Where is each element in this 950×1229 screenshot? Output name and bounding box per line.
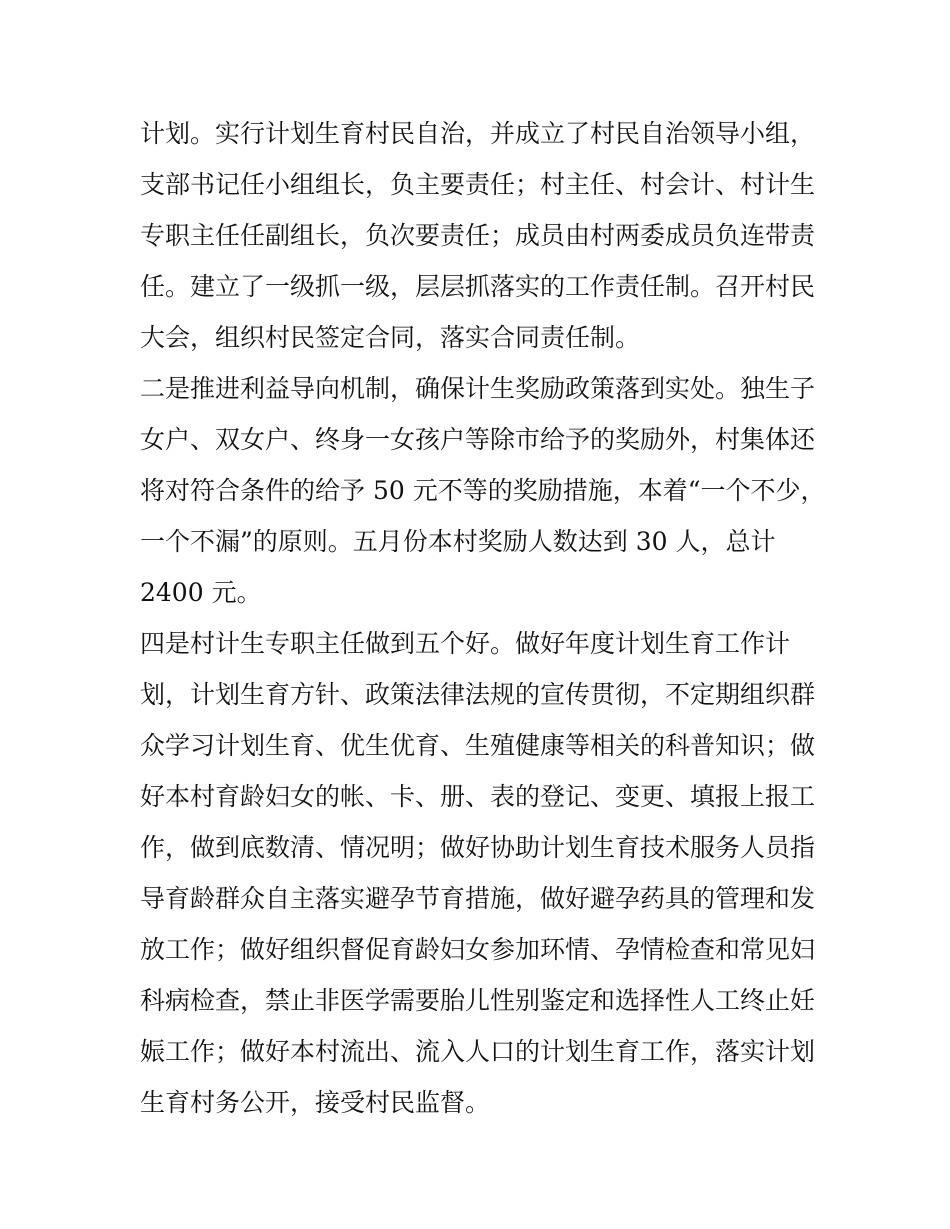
text-line: 生育村务公开，接受村民监督。: [140, 1088, 491, 1117]
body-text: [140, 108, 826, 1128]
text-line: 作，做到底数清、情况明；做好协助计划生育技术服务人员指: [140, 833, 816, 862]
text-line: 大会，组织村民签定合同，落实合同责任制。: [140, 323, 641, 352]
text-line: 娠工作；做好本村流出、流入人口的计划生育工作，落实计划: [140, 1037, 816, 1066]
text-line: 众学习计划生育、优生优育、生殖健康等相关的科普知识；做: [140, 731, 816, 760]
text-line: 将对符合条件的给予 50 元不等的奖励措施，本着“一个不少，: [140, 476, 826, 505]
text-line: 一个不漏”的原则。五月份本村奖励人数达到 30 人，总计: [140, 527, 776, 556]
text-line: 女户、双女户、终身一女孩户等除市给予的奖励外，村集体还: [140, 425, 816, 454]
text-line: 2400 元。: [140, 578, 262, 607]
text-line: 支部书记任小组组长，负主要责任；村主任、村会计、村计生: [140, 170, 816, 199]
text-line: 好本村育龄妇女的帐、卡、册、表的登记、变更、填报上报工: [140, 782, 816, 811]
text-line: 科病检查，禁止非医学需要胎儿性别鉴定和选择性人工终止妊: [140, 986, 816, 1015]
text-line: 二是推进利益导向机制，确保计生奖励政策落到实处。独生子: [140, 374, 816, 403]
text-line: 四是村计生专职主任做到五个好。做好年度计划生育工作计: [140, 629, 791, 658]
text-line: 专职主任任副组长，负次要责任；成员由村两委成员负连带责: [140, 221, 816, 250]
text-line: 放工作；做好组织督促育龄妇女参加环情、孕情检查和常见妇: [140, 935, 816, 964]
text-line: 计划。实行计划生育村民自治，并成立了村民自治领导小组，: [140, 119, 816, 148]
text-line: 任。建立了一级抓一级，层层抓落实的工作责任制。召开村民: [140, 272, 816, 301]
text-line: 划，计划生育方针、政策法律法规的宣传贯彻，不定期组织群: [140, 680, 816, 709]
text-line: 导育龄群众自主落实避孕节育措施，做好避孕药具的管理和发: [140, 884, 816, 913]
